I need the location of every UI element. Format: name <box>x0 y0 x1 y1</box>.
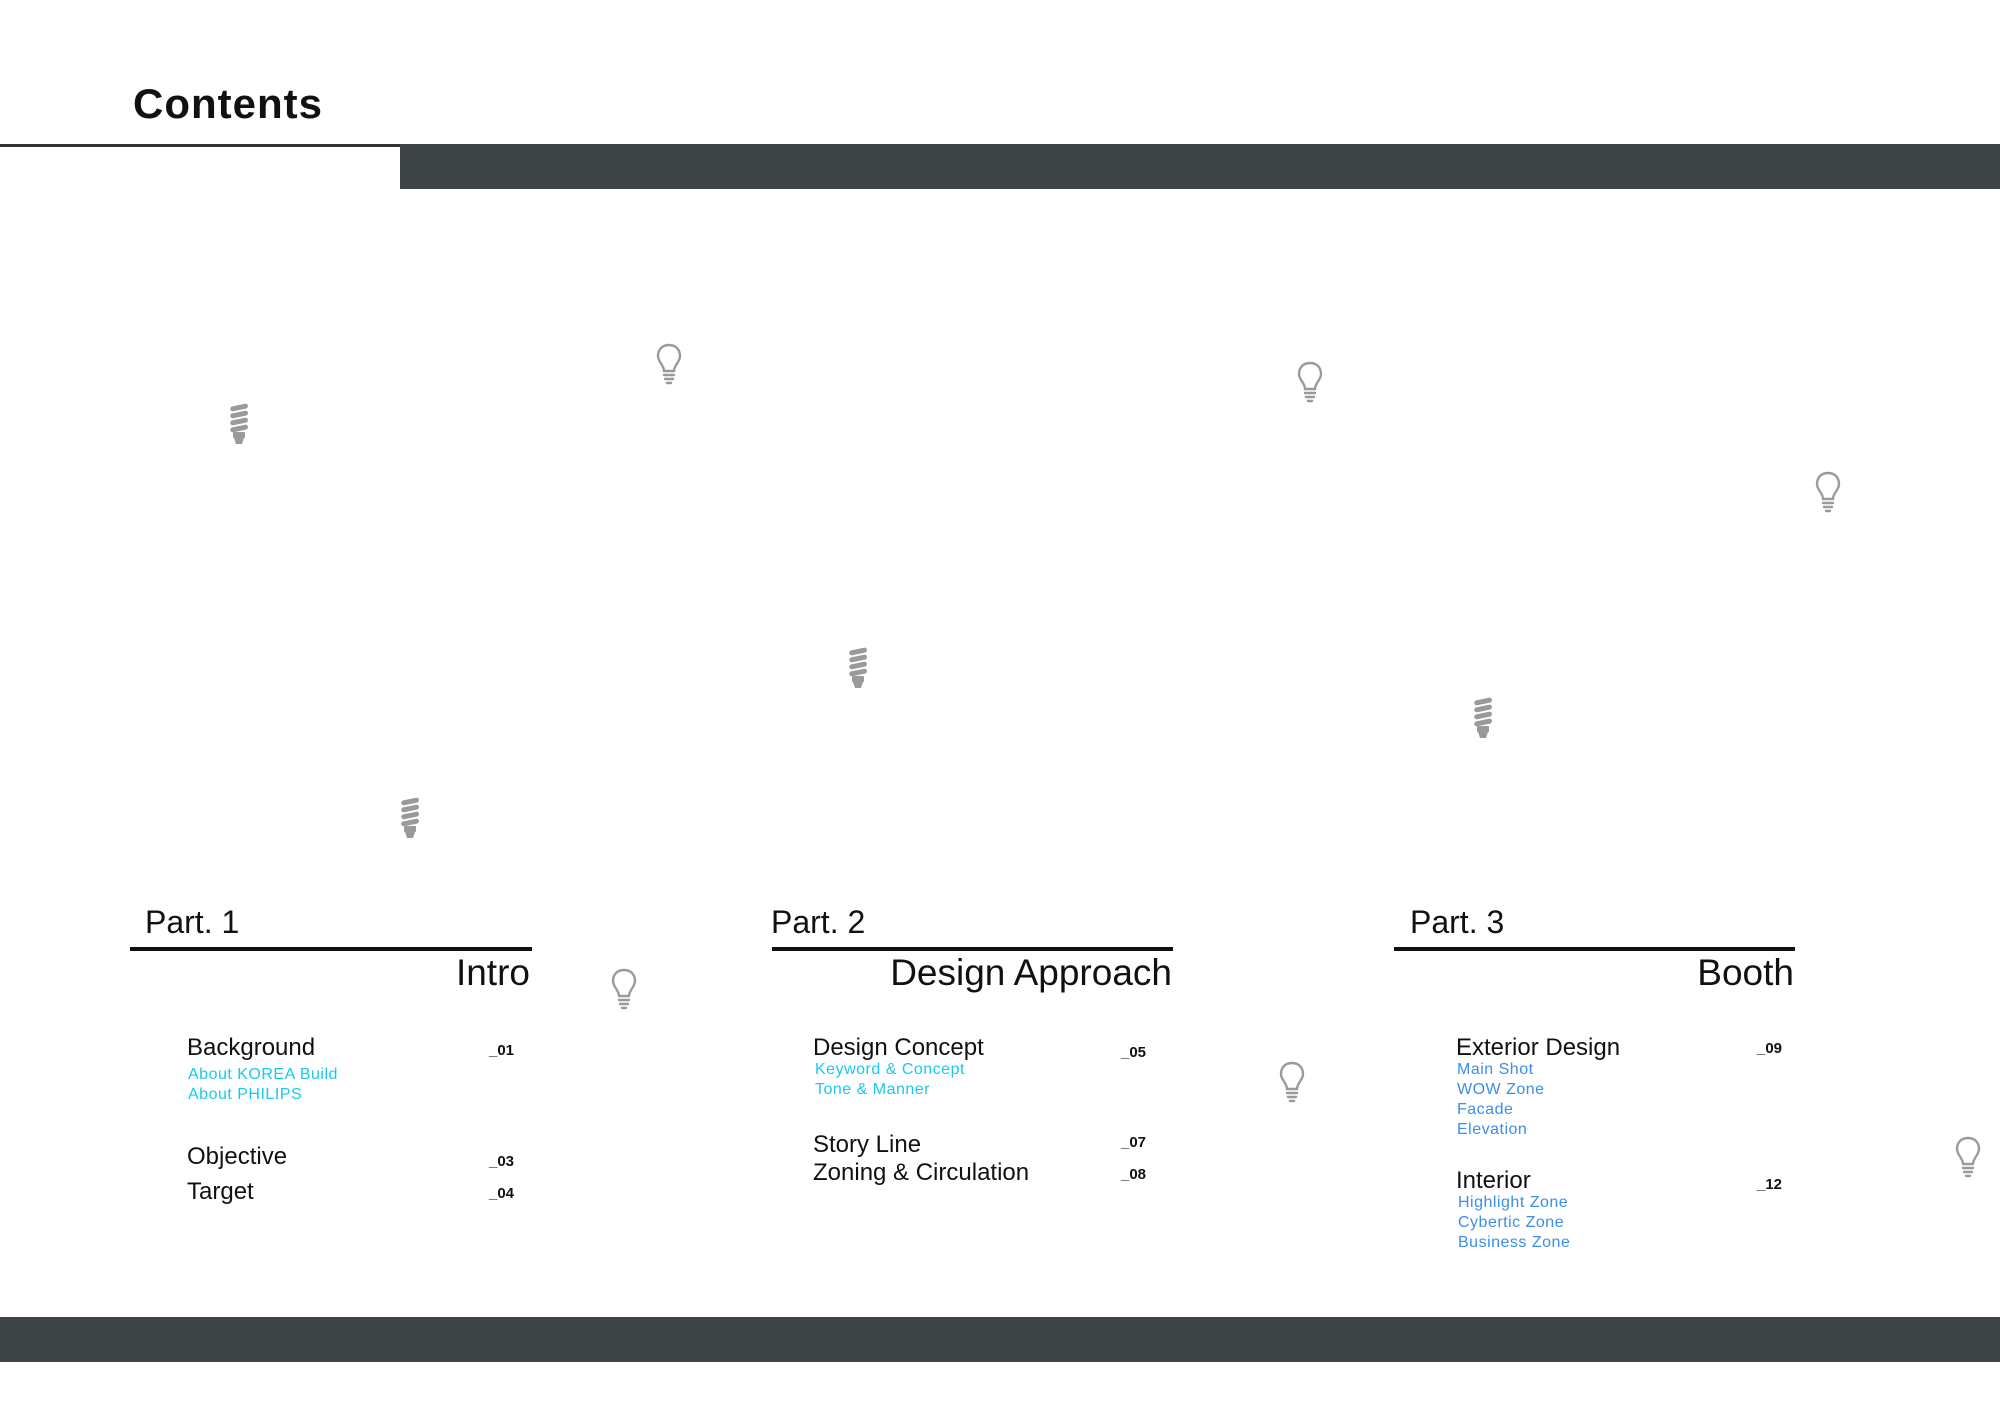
toc-subitem[interactable]: About KOREA Build <box>188 1066 338 1083</box>
toc-subitem[interactable]: About PHILIPS <box>188 1086 303 1103</box>
toc-item-exterior-design[interactable]: Exterior Design <box>1456 1034 1621 1061</box>
part-1-rule <box>130 947 532 951</box>
cfl-bulb-icon <box>395 795 425 841</box>
cfl-bulb-icon <box>843 645 873 691</box>
toc-subitem[interactable]: WOW Zone <box>1457 1081 1545 1098</box>
light-bulb-icon <box>654 342 684 388</box>
toc-subitem[interactable]: Tone & Manner <box>815 1081 931 1098</box>
part-3-label: Part. 3 <box>1410 904 1505 940</box>
cfl-bulb-icon <box>224 401 254 447</box>
toc-item-design-concept[interactable]: Design Concept <box>813 1034 984 1061</box>
toc-item-zoning-circulation[interactable]: Zoning & Circulation <box>813 1159 1030 1186</box>
toc-subitem[interactable]: Keyword & Concept <box>815 1061 965 1078</box>
part-2-name: Design Approach <box>890 952 1172 993</box>
toc-item-background[interactable]: Background <box>187 1034 316 1061</box>
toc-item-target[interactable]: Target <box>187 1178 254 1205</box>
part-2-label: Part. 2 <box>771 904 866 940</box>
page-number: _04 <box>489 1185 515 1202</box>
part-3-name: Booth <box>1697 952 1794 993</box>
toc-subitem[interactable]: Facade <box>1457 1101 1514 1118</box>
part-2-rule <box>772 947 1173 951</box>
cfl-bulb-icon <box>1468 695 1498 741</box>
page-number: _07 <box>1121 1134 1147 1151</box>
toc-item-interior[interactable]: Interior <box>1456 1167 1531 1194</box>
toc-subitem[interactable]: Business Zone <box>1458 1234 1571 1251</box>
toc-subitem[interactable]: Main Shot <box>1457 1061 1534 1078</box>
toc-item-story-line[interactable]: Story Line <box>813 1131 922 1158</box>
header-band <box>400 144 2000 189</box>
light-bulb-icon <box>609 967 639 1013</box>
part-3-rule <box>1394 947 1795 951</box>
toc-item-objective[interactable]: Objective <box>187 1143 288 1170</box>
toc-subitem[interactable]: Cybertic Zone <box>1458 1214 1565 1231</box>
toc-subitem[interactable]: Highlight Zone <box>1458 1194 1569 1211</box>
page-number: _08 <box>1121 1166 1147 1183</box>
light-bulb-icon <box>1277 1060 1307 1106</box>
page-number: _03 <box>489 1153 515 1170</box>
light-bulb-icon <box>1813 470 1843 516</box>
page-number: _05 <box>1121 1044 1147 1061</box>
footer-band <box>0 1317 2000 1362</box>
page-number: _09 <box>1757 1040 1783 1057</box>
page-number: _01 <box>489 1042 515 1059</box>
part-1-name: Intro <box>455 952 530 993</box>
toc-subitem[interactable]: Elevation <box>1457 1121 1528 1138</box>
page-number: _12 <box>1757 1176 1783 1193</box>
light-bulb-icon <box>1953 1135 1983 1181</box>
light-bulb-icon <box>1295 360 1325 406</box>
part-1-label: Part. 1 <box>145 904 240 940</box>
title-underline <box>0 144 400 147</box>
page-title: Contents <box>133 80 323 127</box>
